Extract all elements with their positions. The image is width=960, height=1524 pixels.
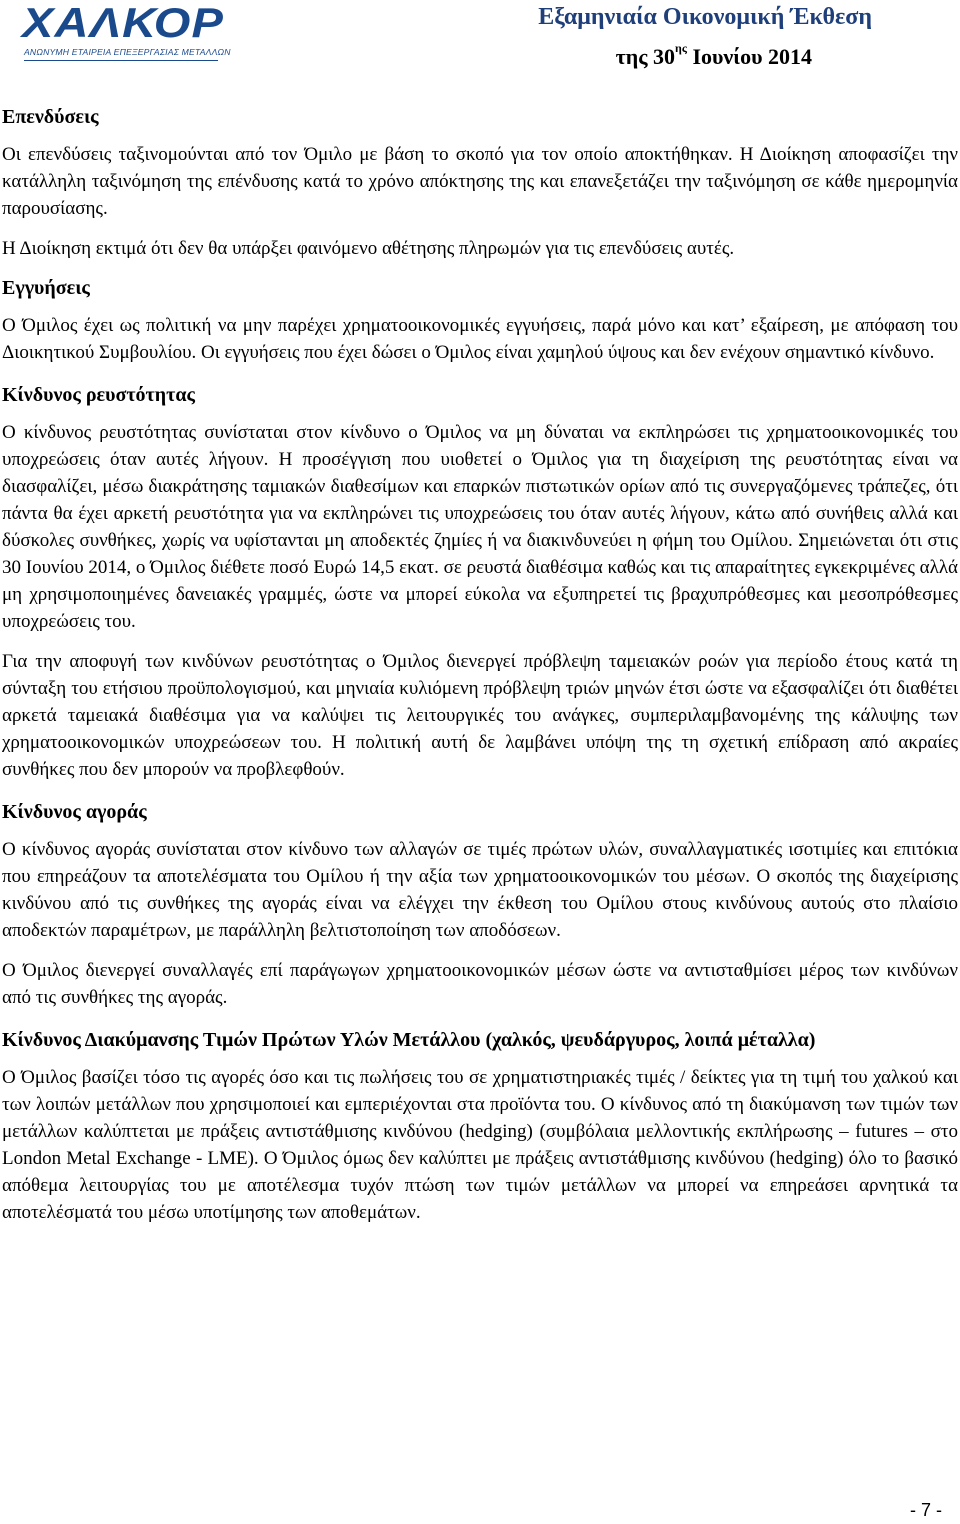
logo-underline [24,60,218,61]
heading-investments: Επενδύσεις [2,106,99,128]
investments-paragraph-1: Οι επενδύσεις ταξινομούνται από τον Όμιλο με βάση το σκοπό για τον οποίο αποκτήθηκαν. Η Διοίκηση αποφασίζει την κατάλληλη ταξινόμηση της επένδυσης κατά το χρόνο απόκτησης της και επανεξετάζει την ταξινόμηση σε κάθε ημερομηνία παρουσίασης. [2,144,958,219]
guarantees-paragraph-1: Ο Όμιλος έχει ως πολιτική να μην παρέχει χρηματοοικονομικές εγγυήσεις, παρά μόνο και κατ’ εξαίρεση, με απόφαση του Διοικητικού Συμβουλίου. Οι εγγυήσεις που έχει δώσει ο Όμιλος είναι χαμηλού ύψους και δεν ενέχουν σημαντικό κίνδυνο. [2,315,958,363]
market-paragraph-1: Ο κίνδυνος αγοράς συνίσταται στον κίνδυνο των αλλαγών σε τιμές πρώτων υλών, συναλλαγματικές ισοτιμίες και επιτόκια που επηρεάζουν τα αποτελέσματα του Ομίλου ή την αξία των χρηματοοικονομικών του μέσων. Ο σκοπός της διαχείρισης κινδύνου από τις συνθήκες της αγοράς είναι να ελέγχει την έκθεση του Ομίλου στους κινδύνους αυτούς στο πλαίσιο αποδεκτών παραμέτρων, με παράλληλη βελτιστοποίηση των αποδόσεων. [2,839,958,941]
metals-paragraph-1: Ο Όμιλος βασίζει τόσο τις αγορές όσο και τις πωλήσεις του σε χρηματιστηριακές τιμές / δείκτες για τη τιμή του χαλκού και των λοιπών μετάλλων που χρησιμοποιεί και εμπεριέχονται στα προϊόντα του. Ο κίνδυνος από τη διακύμανση των τιμών των μετάλλων καλύπτεται με πράξεις αντιστάθμισης κινδύνου (hedging) (συμβόλαια μελλοντικής εκπλήρωσης – futures – στο London Metal Exchange - LME). Ο Όμιλος όμως δεν καλύπτει με πράξεις αντιστάθμισης κινδύνου (hedging) όλο το βασικό απόθεμα λειτουργίας του με αποτέλεσμα τυχόν πτώση των τιμών μετάλλων να μπορεί να επηρεάσει αρνητικά τα αποτελέσματά του μέσω υποτίμησης των αποθεμάτων. [2,1067,958,1223]
document-body [2,104,958,1226]
page-number: - 7 - [909,1500,942,1520]
date-superscript: ης [675,40,687,55]
liquidity-paragraph-1: Ο κίνδυνος ρευστότητας συνίσταται στον κίνδυνο ο Όμιλος να μη δύναται να εκπληρώσει τις χρηματοοικονομικές του υποχρεώσεις όταν αυτές λήγουν. Η προσέγγιση που υιοθετεί ο Όμιλος για τη διαχείριση της ρευστότητας είναι να διασφαλίζει, μέσω διακράτησης ταμιακών διαθεσίμων και επαρκών πιστωτικών ορίων από τις συνεργαζόμενες τράπεζες, ότι πάντα θα έχει αρκετή ρευστότητα για να εκπληρώνει τις υποχρεώσεις του όταν αυτές λήγουν, κάτω από συνήθεις αλλά και δύσκολες συνθήκες, χωρίς να υφίστανται μη αποδεκτές ζημίες ή να διακινδυνεύει η φήμη του Ομίλου. Σημειώνεται ότι στις 30 Ιουνίου 2014, ο Όμιλος διέθετε ποσό Ευρώ 14,5 εκατ. σε ρευστά διαθέσιμα καθώς και τις απαραίτητες εγκεκριμένες αλλά μη χρησιμοποιημένες δανειακές γραμμές, ώστε να μπορεί εύκολα να εξυπηρετεί τις βραχυπρόθεσμες και μεσοπρόθεσμες υποχρεώσεις του. [2,422,958,632]
report-title: Εξαμηνιαία Οικονομική Έκθεση [538,4,872,30]
heading-market-risk: Κίνδυνος αγοράς [2,801,147,823]
heading-metal-price-risk: Κίνδυνος Διακύμανσης Τιμών Πρώτων Υλών Μετάλλου (χαλκός, ψευδάργυρος, λοιπά μέταλλα) [2,1029,816,1051]
market-paragraph-2: Ο Όμιλος διενεργεί συναλλαγές επί παράγωγων χρηματοοικονομικών μέσων ώστε να αντισταθμίσει μέρος των κινδύνων από τις συνθήκες της αγοράς. [2,960,958,1008]
date-suffix: Ιουνίου 2014 [686,44,812,69]
date-prefix: της 30 [615,44,676,69]
logo-wordmark: ΧΑΛΚΟΡ [22,0,225,46]
heading-liquidity: Κίνδυνος ρευστότητας [2,384,195,406]
liquidity-paragraph-2: Για την αποφυγή των κινδύνων ρευστότητας ο Όμιλος διενεργεί πρόβλεψη ταμειακών ροών για περίοδο έτους κατά τη σύνταξη του ετήσιου προϋπολογισμού, και μηνιαία κυλιόμενη πρόβλεψη τριών μηνών έτσι ώστε να εξασφαλίζει ότι διαθέτει αρκετά ταμειακά διαθέσιμα για να καλύψει τις λειτουργικές του ανάγκες, συμπεριλαμβανομένης της κάλυψης των χρηματοοικονομικών υποχρεώσεων του. Η πολιτική αυτή δε λαμβάνει υπόψη της τη σχετική επίδραση από ακραίες συνθήκες που δεν μπορούν να προβλεφθούν. [2,651,958,780]
heading-guarantees: Εγγυήσεις [2,277,90,299]
investments-paragraph-2: Η Διοίκηση εκτιμά ότι δεν θα υπάρξει φαινόμενο αθέτησης πληρωμών για τις επενδύσεις αυτές. [2,238,735,259]
report-date [615,40,812,70]
page-header [0,0,960,80]
company-logo [22,0,231,66]
logo-subtitle: ΑΝΩΝΥΜΗ ΕΤΑΙΡΕΙΑ ΕΠΕΞΕΡΓΑΣΙΑΣ ΜΕΤΑΛΛΩΝ [24,47,231,57]
